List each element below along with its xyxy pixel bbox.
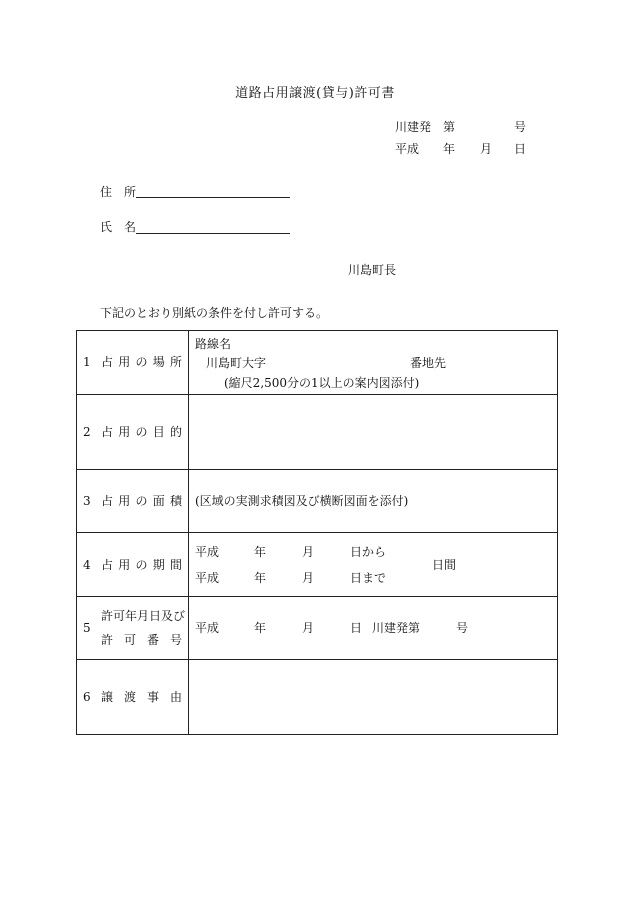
- route-name-label: 路線名: [195, 337, 232, 351]
- permit-era: 平成: [195, 621, 220, 635]
- row-number: 1: [83, 355, 91, 369]
- label-char: の: [135, 355, 148, 369]
- permit-prefix: 川建発第: [372, 621, 421, 635]
- town-label: 川島町大字: [206, 356, 267, 370]
- value-purpose[interactable]: [189, 395, 558, 470]
- label-char: 用: [118, 494, 131, 508]
- label-char: 番: [146, 633, 159, 647]
- label-char: 占: [101, 425, 114, 439]
- value-area[interactable]: [189, 470, 558, 533]
- header-dai: 第: [443, 120, 456, 134]
- label-char: 用: [118, 425, 131, 439]
- row-location: [77, 331, 558, 395]
- row-permit-date: [77, 597, 558, 660]
- row-area: [77, 470, 558, 533]
- label-char: 積: [169, 494, 182, 508]
- value-permit-date[interactable]: [189, 597, 558, 660]
- address-label-2: 所: [124, 185, 137, 199]
- row-number: 4: [83, 558, 91, 572]
- label-char: 面: [152, 494, 165, 508]
- intro-text: 下記のとおり別紙の条件を付し許可する。: [100, 306, 329, 320]
- label-location: [77, 331, 189, 395]
- header-nen: 年: [443, 142, 456, 156]
- days-label: 日間: [432, 558, 457, 572]
- label-char: 渡: [123, 690, 136, 704]
- label-char: 間: [169, 558, 182, 572]
- row-number: 3: [83, 494, 91, 508]
- label-purpose: [77, 395, 189, 470]
- address-label-1: 住: [100, 185, 113, 199]
- value-period[interactable]: [189, 533, 558, 597]
- to-tsuki: 月: [302, 571, 315, 585]
- permit-table: [76, 330, 558, 735]
- label-char: 事: [146, 690, 159, 704]
- map-note: (縮尺2,500分の1以上の案内図添付): [224, 376, 420, 390]
- label-char: 目: [152, 425, 165, 439]
- label-char: 用: [118, 558, 131, 572]
- label-char: 号: [169, 633, 182, 647]
- from-hi: 日から: [350, 545, 387, 559]
- to-hi: 日まで: [350, 571, 387, 585]
- label-char: 由: [169, 690, 182, 704]
- permit-nen: 年: [254, 621, 267, 635]
- value-location[interactable]: [189, 331, 558, 395]
- from-nen: 年: [254, 545, 267, 559]
- label-reason: [77, 660, 189, 735]
- permit-hi: 日: [350, 621, 363, 635]
- label-permit-date: [77, 597, 189, 660]
- row-period: [77, 533, 558, 597]
- name-label-1: 氏: [100, 220, 113, 234]
- permit-go: 号: [456, 621, 469, 635]
- label-char: 的: [169, 425, 182, 439]
- label-char: 占: [101, 558, 114, 572]
- label-char: 許: [101, 633, 114, 647]
- header-tsuki: 月: [480, 142, 493, 156]
- label-char: の: [135, 425, 148, 439]
- document-title: 道路占用譲渡(貸与)許可書: [235, 86, 395, 101]
- address-field-line[interactable]: [136, 197, 290, 198]
- mayor-title: 川島町長: [348, 263, 397, 277]
- name-label-2: 名: [124, 220, 137, 234]
- label-char: の: [135, 558, 148, 572]
- label-char: 所: [169, 355, 182, 369]
- from-tsuki: 月: [302, 545, 315, 559]
- header-era: 平成: [395, 142, 420, 156]
- from-era: 平成: [195, 545, 220, 559]
- value-reason[interactable]: [189, 660, 558, 735]
- label-char: 譲: [101, 690, 114, 704]
- row-purpose: [77, 395, 558, 470]
- row-reason: [77, 660, 558, 735]
- permit-label-line1: 許可年月日及び: [101, 609, 186, 623]
- header-go: 号: [514, 120, 527, 134]
- row-number: 5: [83, 621, 91, 635]
- label-char: 占: [101, 355, 114, 369]
- permit-tsuki: 月: [302, 621, 315, 635]
- area-note: (区域の実測求積図及び横断図面を添付): [195, 494, 409, 508]
- header-hi: 日: [514, 142, 527, 156]
- row-number: 6: [83, 690, 91, 704]
- label-char: 場: [152, 355, 165, 369]
- name-field-line[interactable]: [136, 233, 290, 234]
- banchi-label: 番地先: [410, 356, 447, 370]
- to-nen: 年: [254, 571, 267, 585]
- label-period: [77, 533, 189, 597]
- label-char: 占: [101, 494, 114, 508]
- label-area: [77, 470, 189, 533]
- label-char: 可: [123, 633, 136, 647]
- label-char: の: [135, 494, 148, 508]
- row-number: 2: [83, 425, 91, 439]
- issuer-prefix: 川建発: [395, 120, 432, 134]
- label-char: 期: [152, 558, 165, 572]
- label-char: 用: [118, 355, 131, 369]
- to-era: 平成: [195, 571, 220, 585]
